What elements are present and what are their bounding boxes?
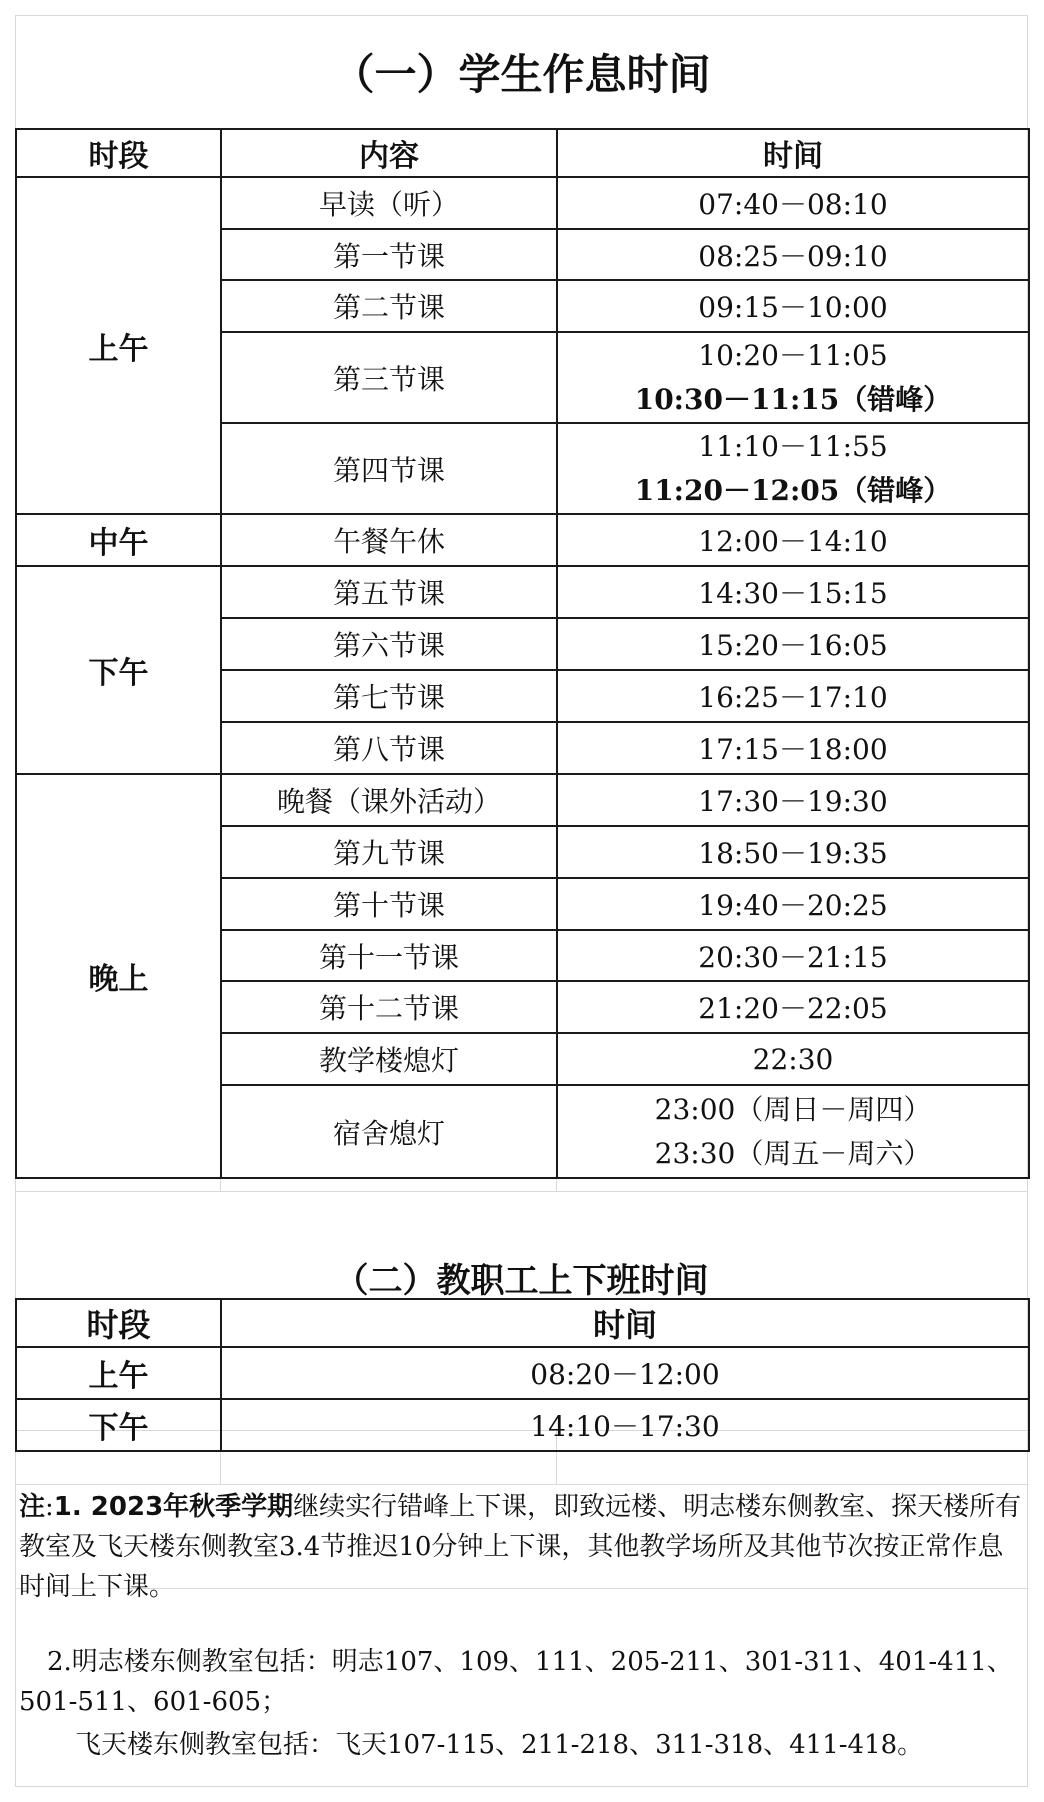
table-header-row xyxy=(16,129,1029,177)
period-noon: 中午 xyxy=(16,514,221,566)
time-staggered xyxy=(558,378,1028,422)
time-cell: 09:15－10:00 xyxy=(557,280,1029,332)
period-morning: 上午 xyxy=(16,177,221,514)
note-1 xyxy=(19,1487,1024,1607)
note-2-line2: 飞天楼东侧教室包括：飞天107-115、211-218、311-318、411-418。 xyxy=(75,1730,924,1760)
time-cell xyxy=(557,332,1029,423)
time-cell xyxy=(557,423,1029,514)
content-cell: 第五节课 xyxy=(221,566,557,618)
content-cell: 第四节课 xyxy=(221,423,557,514)
grid-line xyxy=(15,1484,1028,1485)
table-row xyxy=(16,1347,1029,1399)
table-row xyxy=(16,566,1029,618)
grid-line xyxy=(15,1786,1028,1787)
content-cell: 第八节课 xyxy=(221,722,557,774)
time-staggered-value: 10:30－11:15 xyxy=(634,382,840,416)
table-row xyxy=(16,514,1029,566)
content-cell: 第六节课 xyxy=(221,618,557,670)
header-time: 时间 xyxy=(557,129,1029,177)
content-cell: 晚餐（课外活动） xyxy=(221,774,557,826)
content-cell: 第十节课 xyxy=(221,878,557,930)
staff-schedule-title: （二）教职工上下班时间 xyxy=(334,1260,709,1301)
time-normal: 11:10－11:55 xyxy=(698,429,888,463)
sheet xyxy=(15,15,1028,1787)
header-time: 时间 xyxy=(221,1299,1029,1347)
table-row xyxy=(16,1399,1029,1451)
time-cell: 17:30－19:30 xyxy=(557,774,1029,826)
header-content: 内容 xyxy=(221,129,557,177)
note-2-line1: 2.明志楼东侧教室包括：明志107、109、111、205-211、301-311、401-411、501-511、601-605； xyxy=(19,1647,1013,1717)
time-cell: 12:00－14:10 xyxy=(557,514,1029,566)
content-cell: 第七节课 xyxy=(221,670,557,722)
note-2 xyxy=(19,1642,1024,1722)
time-weekday: 23:00（周日－周四） xyxy=(654,1092,932,1126)
staggered-label: （错峰） xyxy=(839,382,952,416)
content-cell: 第三节课 xyxy=(221,332,557,423)
period-morning: 上午 xyxy=(16,1347,221,1399)
period-afternoon: 下午 xyxy=(16,1399,221,1451)
note-1-highlight: 1. 2023年秋季学期 xyxy=(53,1492,294,1522)
note-1-text: 继续实行错峰上下课，即致远楼、明志楼东侧教室、探天楼所有教室及飞天楼东侧教室3.4节推迟10分钟上下课，其他教学场所及其他节次按正常作息时间上下课。 xyxy=(19,1492,1022,1602)
content-cell: 早读（听） xyxy=(221,177,557,229)
time-cell: 16:25－17:10 xyxy=(557,670,1029,722)
time-weekend: 23:30（周五－周六） xyxy=(654,1136,932,1170)
content-cell: 第十二节课 xyxy=(221,981,557,1033)
grid-line xyxy=(15,1191,1028,1192)
table-row xyxy=(16,774,1029,826)
student-schedule-table xyxy=(15,128,1030,1179)
staff-schedule-table xyxy=(15,1298,1030,1452)
time-cell: 07:40－08:10 xyxy=(557,177,1029,229)
content-cell: 宿舍熄灯 xyxy=(221,1085,557,1178)
time-cell: 17:15－18:00 xyxy=(557,722,1029,774)
time-cell: 21:20－22:05 xyxy=(557,981,1029,1033)
time-cell: 19:40－20:25 xyxy=(557,878,1029,930)
staggered-label: （错峰） xyxy=(839,473,952,507)
period-afternoon: 下午 xyxy=(16,566,221,774)
header-period: 时段 xyxy=(16,1299,221,1347)
time-cell: 15:20－16:05 xyxy=(557,618,1029,670)
period-evening: 晚上 xyxy=(16,774,221,1178)
table-header-row xyxy=(16,1299,1029,1347)
table-row xyxy=(16,177,1029,229)
content-cell: 第二节课 xyxy=(221,280,557,332)
time-cell: 08:20－12:00 xyxy=(221,1347,1029,1399)
time-cell: 14:10－17:30 xyxy=(221,1399,1029,1451)
note-2-cont xyxy=(19,1725,1024,1765)
note-prefix: 注 xyxy=(19,1492,46,1522)
time-staggered xyxy=(558,469,1028,513)
content-cell: 第九节课 xyxy=(221,826,557,878)
time-cell: 22:30 xyxy=(557,1033,1029,1085)
time-cell xyxy=(557,1085,1029,1178)
time-staggered-value: 11:20－12:05 xyxy=(634,473,840,507)
time-normal: 10:20－11:05 xyxy=(698,338,888,372)
content-cell: 教学楼熄灯 xyxy=(221,1033,557,1085)
time-cell: 20:30－21:15 xyxy=(557,930,1029,981)
student-schedule-title: （一）学生作息时间 xyxy=(332,49,711,99)
note-sep: : xyxy=(45,1492,54,1522)
content-cell: 第一节课 xyxy=(221,229,557,280)
time-cell: 14:30－15:15 xyxy=(557,566,1029,618)
header-period: 时段 xyxy=(16,129,221,177)
time-cell: 18:50－19:35 xyxy=(557,826,1029,878)
content-cell: 午餐午休 xyxy=(221,514,557,566)
content-cell: 第十一节课 xyxy=(221,930,557,981)
time-cell: 08:25－09:10 xyxy=(557,229,1029,280)
